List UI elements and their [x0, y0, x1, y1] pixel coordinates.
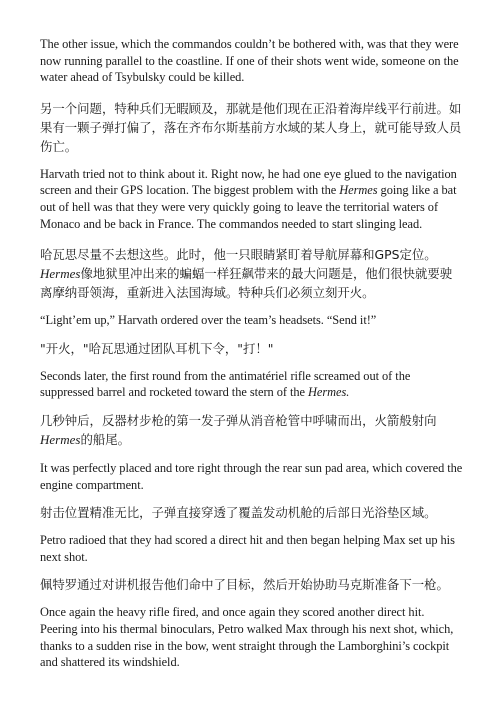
text-segment: 哈瓦思尽量不去想这些。此时，他一只眼睛紧盯着导航屏幕和GPS定位。: [40, 247, 437, 263]
text-segment: 佩特罗通过对讲机报告他们命中了目标，然后开始协助马克斯准备下一枪。: [40, 577, 449, 593]
paragraph-en-4: [40, 368, 464, 401]
text-segment: 几秒钟后，反器材步枪的第一发子弹从消音枪管中呼啸而出，火箭般射向: [40, 412, 437, 428]
text-segment: It was perfectly placed and tore right through the rear sun pad area, which covered the engine compartment.: [40, 460, 463, 492]
text-segment: Petro radioed that they had scored a direct hit and then began helping Max set up his next shot.: [40, 533, 455, 564]
text-segment: 像地狱里冲出来的蝙蝠一样狂飙带来的最大问题是，他们很快就要驶离摩纳哥领海，重新进入法国海域。特种兵们必须立刻开火。: [40, 266, 453, 301]
paragraph-en-1: [40, 36, 464, 86]
text-segment: going like a bat out of hell was that they were very quickly going to leave the territorial waters of Monaco and be back in France. The commandos needed to start slinging lead.: [40, 183, 457, 231]
paragraph-zh-5: [40, 503, 464, 522]
paragraph-zh-6: [40, 575, 464, 594]
text-segment: 射击位置精准无比，子弹直接穿透了覆盖发动机舱的后部日光浴垫区域。: [40, 505, 437, 521]
text-segment: The other issue, which the commandos couldn’t be bothered with, was that they were now running parallel to the coastline. If one of their shots went wide, someone on the water ahead of Tsybulsky could be killed.: [40, 37, 459, 85]
italic-ship-name: Hermes.: [308, 385, 350, 400]
text-segment: 另一个问题，特种兵们无暇顾及，那就是他们现在正沿着海岸线平行前进。如果有一颗子弹打偏了，落在齐布尔斯基前方水域的某人身上，就可能导致人员伤亡。: [40, 100, 462, 154]
paragraph-en-5: [40, 460, 464, 493]
text-segment: "开火，"哈瓦思通过团队耳机下令，"打！": [40, 340, 274, 356]
paragraph-zh-1: [40, 99, 464, 156]
paragraph-en-6: [40, 532, 464, 565]
text-segment: Seconds later, the first round from the antimatériel rifle screamed out of the suppressed barrel and rocketed toward the stern of the: [40, 368, 411, 400]
text-segment: Once again the heavy rifle fired, and once again they scored another direct hit. Peering into his thermal binoculars, Petro walked Max through his next shot, which, thanks to a sudden rise in the bow, went straight through the Lamborghini’s cockpit and shattered its windshield.: [40, 605, 454, 670]
paragraph-zh-2: [40, 245, 464, 302]
paragraph-zh-3: [40, 339, 464, 358]
italic-ship-name: Hermes: [40, 431, 81, 447]
italic-ship-name: Hermes: [40, 266, 81, 282]
paragraph-en-3: [40, 312, 464, 329]
text-segment: “Light’em up,” Harvath ordered over the team’s headsets. “Send it!”: [40, 313, 377, 328]
text-segment: Harvath tried not to think about it. Right now, he had one eye glued to the navigation screen and their GPS location. The biggest problem with the: [40, 166, 457, 198]
text-segment: 的船尾。: [80, 431, 130, 447]
italic-ship-name: Hermes: [339, 183, 378, 198]
document-page: [40, 36, 464, 671]
paragraph-zh-4: [40, 411, 464, 449]
paragraph-en-7: [40, 604, 464, 670]
paragraph-en-2: [40, 166, 464, 232]
